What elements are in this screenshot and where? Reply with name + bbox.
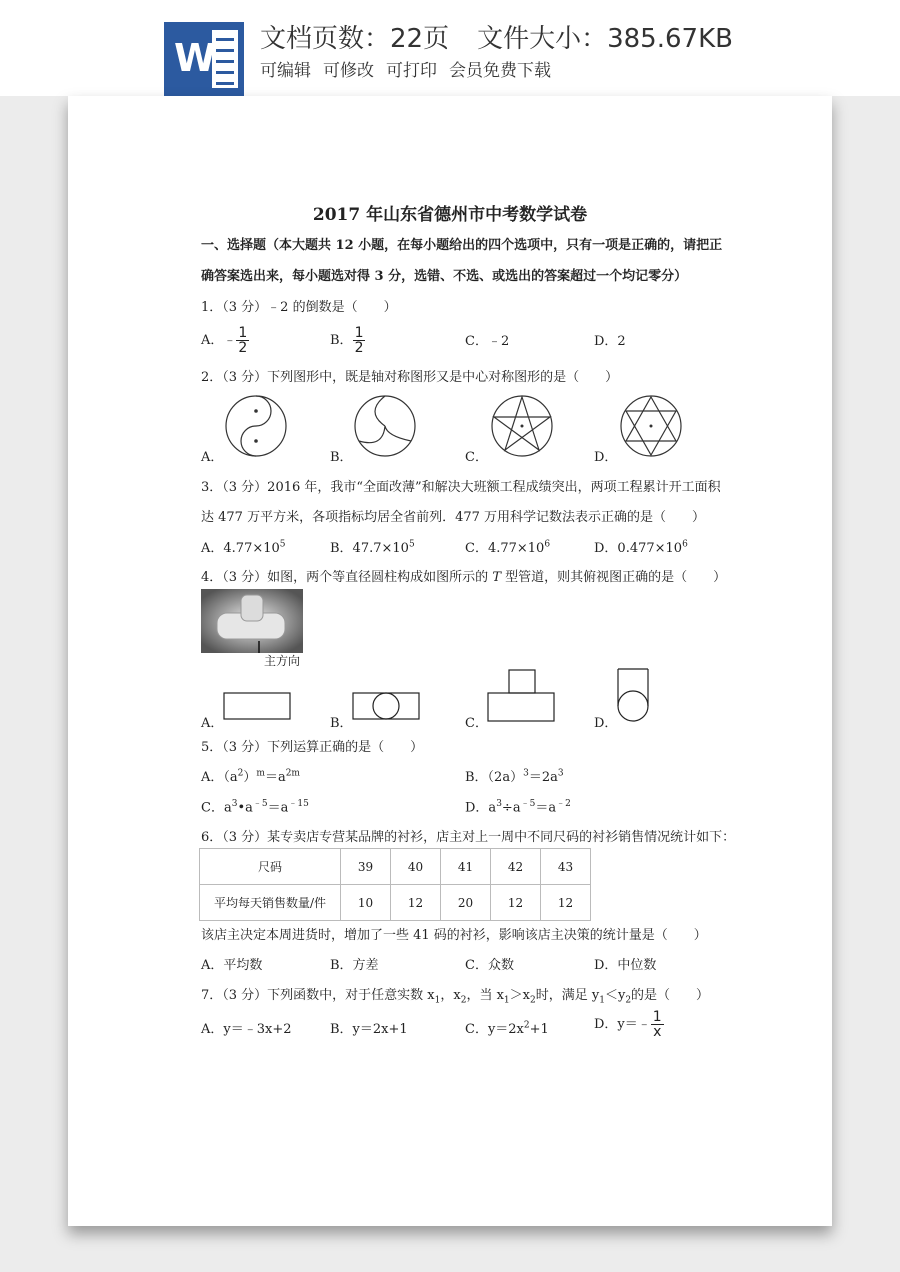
top-view-rectangle xyxy=(223,692,293,722)
q2-option-b-label: B． xyxy=(330,450,353,465)
page-count: 文档页数：22页 xyxy=(260,24,450,54)
fraction: $\frac{1}{2}$ xyxy=(238,325,248,356)
table-cell: 12 xyxy=(541,885,591,921)
feature-printable: 可打印 xyxy=(386,61,437,81)
q4-stem: 4．（3 分）如图，两个等直径圆柱构成如图所示的 T 型管道，则其俯视图正确的是（ ） xyxy=(201,570,727,585)
q4-option-a-label: A． xyxy=(201,716,224,731)
main-direction-label: 主方向 xyxy=(264,654,301,668)
q7-option-a: A．y＝﹣3x+2 xyxy=(201,1022,292,1037)
table-cell: 12 xyxy=(391,885,441,921)
table-cell: 41 xyxy=(441,849,491,885)
section1-instructions-2: 确答案选出来，每小题选对得 3 分，选错、不选、或选出的答案超过一个均记零分） xyxy=(201,269,688,284)
q5-option-a: A．$(a^2)^m=a^{2m}$ xyxy=(201,768,300,785)
file-size: 文件大小：385.67KB xyxy=(477,24,733,54)
q3-option-b: B．$47.7\times 10^5$ xyxy=(330,539,415,556)
q2-option-c-label: C． xyxy=(465,450,488,465)
q5-stem: 5．（3 分）下列运算正确的是（ ） xyxy=(201,740,424,755)
q7-option-b: B．y＝2x+1 xyxy=(330,1022,408,1037)
download-banner xyxy=(0,0,900,96)
table-cell: 42 xyxy=(491,849,541,885)
section1-instructions-1: 一、选择题（本大题共 12 小题，在每小题给出的四个选项中，只有一项是正确的，请把正 xyxy=(201,238,723,253)
q6-option-c: C．众数 xyxy=(465,958,514,973)
q5-option-c: C．$a^3•a^{﹣5}=a^{﹣15}$ xyxy=(201,799,309,816)
table-cell: 尺码 xyxy=(200,849,341,885)
hexagram-figure xyxy=(619,394,683,458)
feature-modifiable: 可修改 xyxy=(323,61,374,81)
triskelion-figure xyxy=(353,394,417,458)
table-cell: 39 xyxy=(341,849,391,885)
q2-option-d-label: D． xyxy=(594,450,618,465)
table-row xyxy=(200,885,591,921)
q1-option-b: B． $\frac{1}{2}$ xyxy=(330,325,364,356)
word-doc-icon: W xyxy=(164,22,244,96)
pentagram-figure xyxy=(490,394,554,458)
q5-option-d: D．$a^3\div a^{﹣5}=a^{﹣2}$ xyxy=(465,799,571,816)
document-page xyxy=(68,96,832,1226)
table-cell: 10 xyxy=(341,885,391,921)
q3-stem-2: 达 477 万平方米，各项指标均居全省前列．477 万用科学记数法表示正确的是（ ） xyxy=(201,510,706,525)
q4-option-b-label: B． xyxy=(330,716,353,731)
table-cell: 40 xyxy=(391,849,441,885)
q1-option-d: D．2 xyxy=(594,334,626,349)
fraction: $\frac{1}{2}$ xyxy=(354,325,364,356)
t-pipe-photo xyxy=(201,589,303,653)
table-cell: 43 xyxy=(541,849,591,885)
q4-option-d-label: D． xyxy=(594,716,618,731)
sales-table xyxy=(199,848,591,921)
q3-option-d: D．$0.477\times 10^6$ xyxy=(594,539,688,556)
feature-list xyxy=(260,56,563,81)
q7-option-d: D．y＝﹣ $\frac{1}{x}$ xyxy=(594,1009,662,1040)
top-view-rect-circle xyxy=(352,692,422,722)
q3-stem-1: 3．（3 分）2016 年，我市“全面改薄”和解决大班额工程成绩突出，两项工程累计开工面积 xyxy=(201,480,721,495)
q1-stem: 1．（3 分）﹣2 的倒数是（ ） xyxy=(201,300,397,315)
q1-option-a: A．﹣ $\frac{1}{2}$ xyxy=(201,325,248,356)
q6-option-d: D．中位数 xyxy=(594,958,657,973)
table-cell: 20 xyxy=(441,885,491,921)
yin-yang-figure xyxy=(224,394,288,458)
q3-option-a: A．$4.77\times 10^5$ xyxy=(201,539,286,556)
table-cell: 12 xyxy=(491,885,541,921)
q1-option-c: C．﹣2 xyxy=(465,334,510,349)
banner-title xyxy=(260,18,733,55)
feature-free-download: 会员免费下载 xyxy=(449,61,551,81)
q5-option-b: B．$(2a)^3=2a^3$ xyxy=(465,768,564,785)
q6-followup: 该店主决定本周进货时，增加了一些 41 码的衬衫，影响该店主决策的统计量是（ ） xyxy=(201,928,707,943)
q4-option-c-label: C． xyxy=(465,716,488,731)
q6-stem: 6．（3 分）某专卖店专营某品牌的衬衫，店主对上一周中不同尺码的衬衫销售情况统计如下： xyxy=(201,830,736,845)
table-cell: 平均每天销售数量/件 xyxy=(200,885,341,921)
feature-editable: 可编辑 xyxy=(260,61,311,81)
q3-option-c: C．$4.77\times 10^6$ xyxy=(465,539,551,556)
table-row xyxy=(200,849,591,885)
top-view-circle-lines xyxy=(615,668,651,724)
q2-option-a-label: A． xyxy=(201,450,224,465)
top-view-t-shape xyxy=(487,669,557,723)
q6-option-b: B．方差 xyxy=(330,958,379,973)
q7-stem: 7．（3 分）下列函数中，对于任意实数 $x_1$，$x_2$，当 $x_1>x_2$时，满足 $y_1<y_2$的是（ ） xyxy=(201,988,710,1006)
q7-option-c: C．$y=2x^2+1$ xyxy=(465,1020,549,1037)
q2-stem: 2．（3 分）下列图形中，既是轴对称图形又是中心对称图形的是（ ） xyxy=(201,370,619,385)
fraction: $\frac{1}{x}$ xyxy=(652,1009,662,1040)
exam-title: 2017 年山东省德州市中考数学试卷 xyxy=(312,205,588,225)
q6-option-a: A．平均数 xyxy=(201,958,263,973)
